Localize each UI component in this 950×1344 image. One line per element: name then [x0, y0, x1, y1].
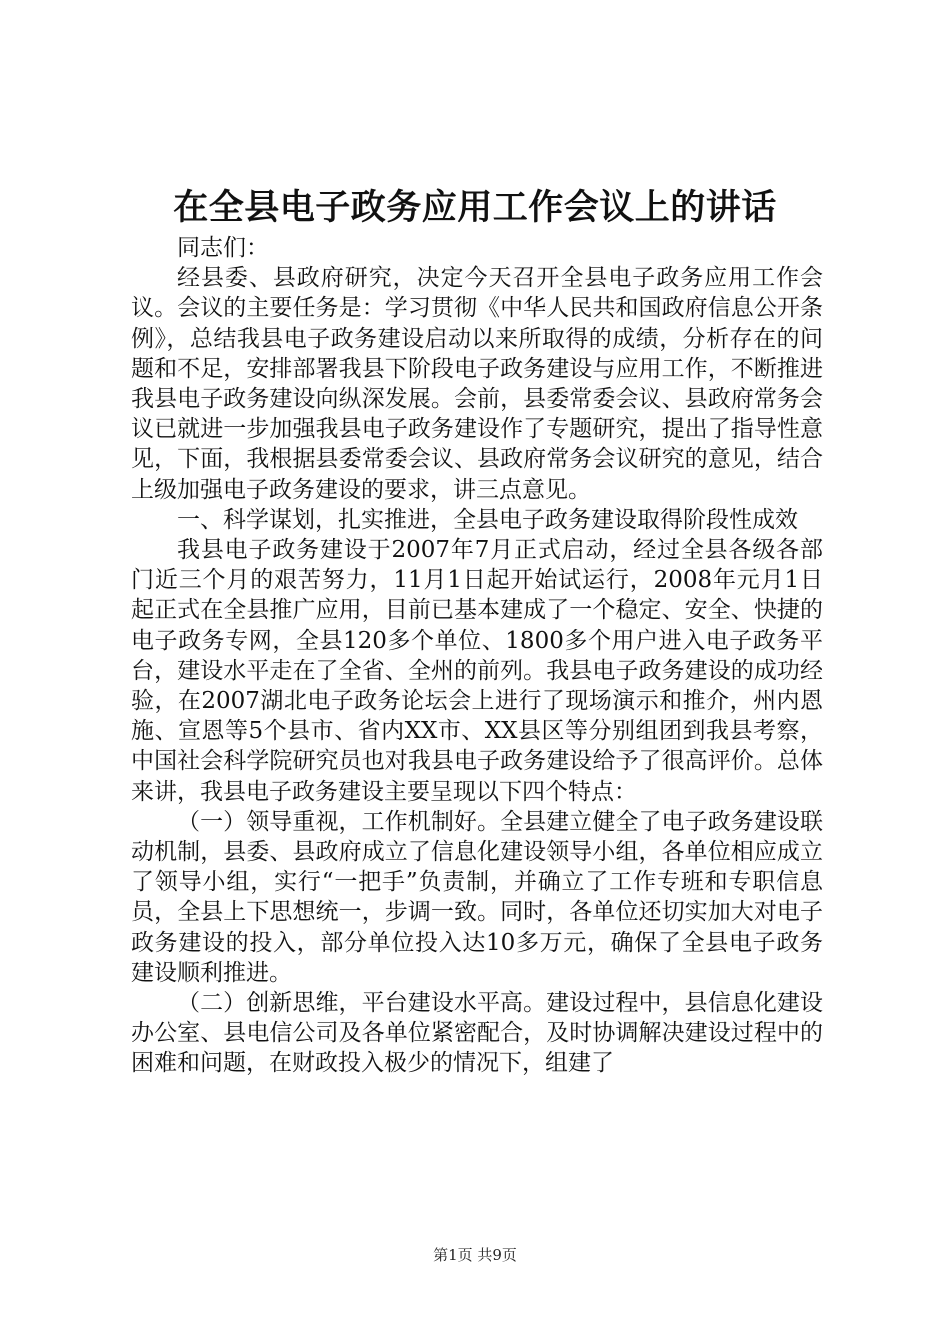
- document-body: [131, 233, 823, 1079]
- page-title: 在全县电子政务应用工作会议上的讲话: [173, 188, 777, 228]
- salutation: 同志们：: [177, 235, 269, 261]
- section-heading-1: 一、科学谋划，扎实推进，全县电子政务建设取得阶段性成效: [177, 506, 798, 533]
- paragraph-point-2: （二）创新思维，平台建设水平高。建设过程中，县信息化建设办公室、县电信公司及各单位紧密配合，及时协调解决建设过程中的困难和问题，在财政投入极少的情况下，组建了: [131, 990, 823, 1077]
- paragraph-progress: 我县电子政务建设于2007年7月正式启动，经过全县各级各部门近三个月的艰苦努力，11月1日起开始试运行，2008年元月1日起正式在全县推广应用，目前已基本建成了一个稳定、安全、快捷的电子政务专网，全县120多个单位、1800多个用户进入电子政务平台，建设水平走在了全省、全州的前列。我县电子政务建设的成功经验，在2007湖北电子政务论坛会上进行了现场演示和推介，州内恩施、宣恩等5个县市、省内XX市、XX县区等分别组团到我县考察，中国社会科学院研究员也对我县电子政务建设给予了很高评价。总体来讲，我县电子政务建设主要呈现以下四个特点：: [131, 537, 823, 805]
- paragraph-intro: 经县委、县政府研究，决定今天召开全县电子政务应用工作会议。会议的主要任务是：学习贯彻《中华人民共和国政府信息公开条例》，总结我县电子政务建设启动以来所取得的成绩，分析存在的问题和不足，安排部署我县下阶段电子政务建设与应用工作，不断推进我县电子政务建设向纵深发展。会前，县委常委会议、县政府常务会议已就进一步加强我县电子政务建设作了专题研究，提出了指导性意见，下面，我根据县委常委会议、县政府常务会议研究的意见，结合上级加强电子政务建设的要求，讲三点意见。: [131, 265, 823, 503]
- paragraph-point-1: （一）领导重视，工作机制好。全县建立健全了电子政务建设联动机制，县委、县政府成立了信息化建设领导小组，各单位相应成立了领导小组，实行“一把手”负责制，并确立了工作专班和专职信息员，全县上下思想统一，步调一致。同时，各单位还切实加大对电子政务建设的投入，部分单位投入达10多万元，确保了全县电子政务建设顺利推进。: [131, 808, 823, 986]
- page-number-footer: 第1页 共9页: [433, 1246, 517, 1264]
